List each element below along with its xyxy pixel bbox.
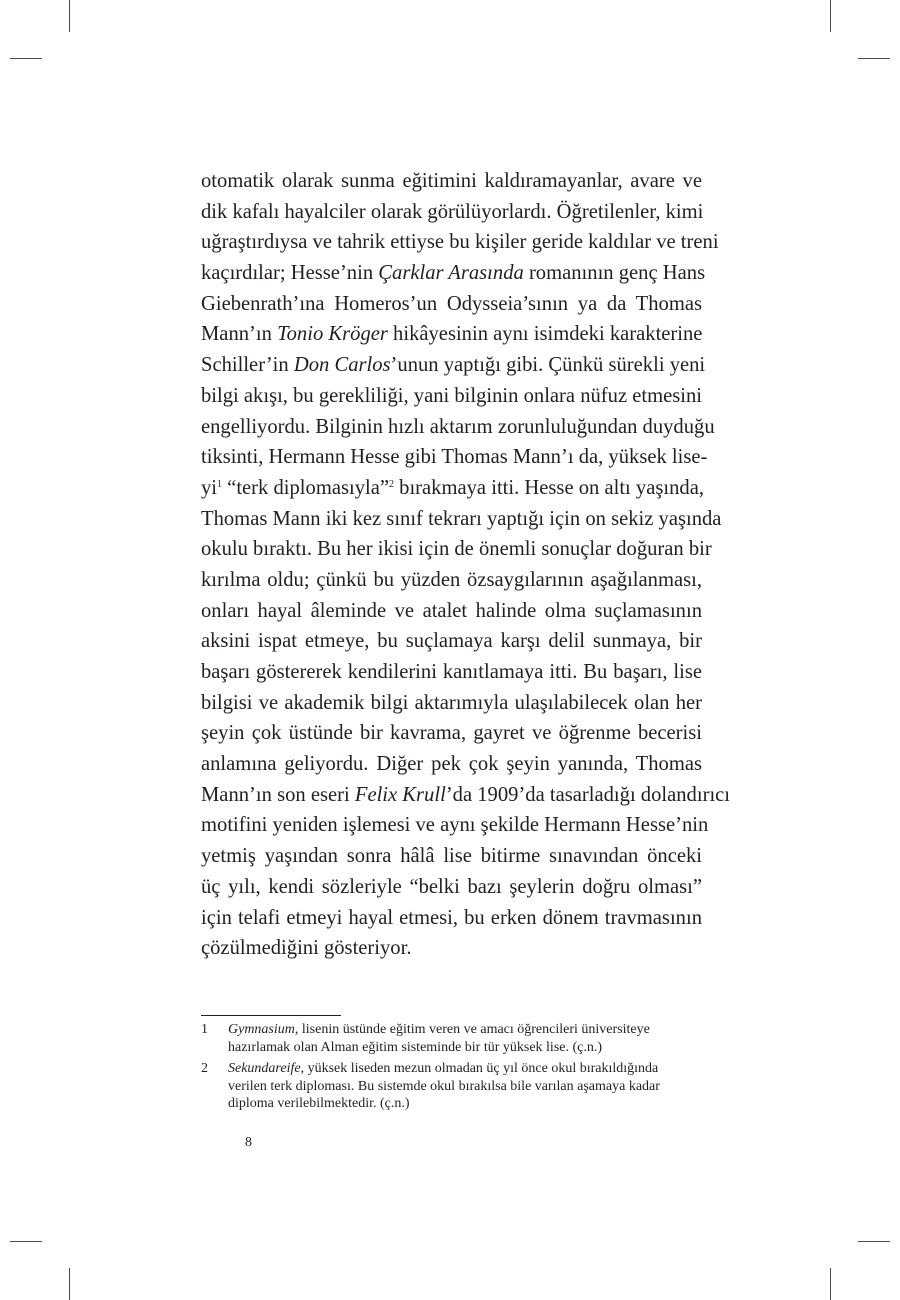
text-run: yetmiş yaşından sonra hâlâ lise bitirme sınavından önceki bbox=[201, 845, 702, 868]
text-run: dik kafalı hayalciler olarak görülüyorlardı. Öğretilenler, kimi bbox=[201, 200, 704, 223]
text-run: ’unun yaptığı gibi. Çünkü sürekli yeni bbox=[390, 354, 706, 377]
text-run: verilen terk diploması. Bu sistemde okul bırakılsa bile varılan aşamaya kadar bbox=[228, 1078, 660, 1094]
text-run: Mann’ın son eseri bbox=[201, 783, 355, 806]
footnote-2-number: 2 bbox=[201, 1061, 208, 1076]
text-run: Mann’ın bbox=[201, 323, 278, 346]
text-run: hikâyesinin aynı isimdeki karakterine bbox=[387, 323, 703, 346]
footnote-separator bbox=[201, 1015, 341, 1016]
body-line bbox=[201, 412, 715, 443]
text-run: , lisenin üstünde eğitim veren ve amacı öğrencileri üniversiteye bbox=[294, 1022, 650, 1037]
body-line bbox=[201, 626, 702, 657]
text-run: başarı göstererek kendilerini kanıtlamaya itti. Bu başarı, lise bbox=[201, 661, 702, 683]
body-line bbox=[201, 197, 702, 228]
text-run: , yüksek liseden mezun olmadan üç yıl önce okul bırakıldığında bbox=[300, 1061, 659, 1076]
text-run: kırılma oldu; çünkü bu yüzden özsaygılarının aşağılanması, bbox=[201, 568, 702, 591]
body-line bbox=[201, 596, 702, 627]
text-run: anlamına geliyordu. Diğer pek çok şeyin yanında, Thomas bbox=[201, 753, 702, 776]
footnote-line bbox=[228, 1021, 702, 1039]
text-run: hazırlamak olan Alman eğitim sisteminde bir tür yüksek lise. (ç.n.) bbox=[228, 1039, 603, 1055]
body-line bbox=[201, 504, 722, 535]
body-text bbox=[201, 166, 731, 964]
crop-mark-bottom-left bbox=[69, 1268, 70, 1300]
text-run: Giebenrath’ına Homeros’un Odysseia’sının ya da Thomas bbox=[201, 292, 702, 315]
text-run: onları hayal âleminde ve atalet halinde olma suçlamasının bbox=[201, 599, 702, 622]
body-line bbox=[201, 319, 702, 350]
italic-title: Çarklar Arasında bbox=[378, 262, 524, 285]
body-line bbox=[201, 442, 708, 473]
body-line bbox=[201, 841, 702, 872]
body-line bbox=[201, 350, 706, 381]
italic-title: Gymnasium bbox=[228, 1022, 295, 1037]
body-line bbox=[201, 810, 709, 841]
body-line bbox=[201, 657, 702, 688]
text-run: çözülmediğini gösteriyor. bbox=[201, 937, 412, 960]
crop-mark-right-bottom bbox=[858, 1241, 890, 1242]
body-line bbox=[201, 903, 702, 934]
italic-title: Sekundareife bbox=[228, 1061, 301, 1076]
text-run: bilgisi ve akademik bilgi aktarımıyla ulaşılabilecek olan her bbox=[201, 691, 702, 714]
footnote-1 bbox=[201, 1021, 702, 1056]
text-run: yi bbox=[201, 476, 218, 499]
body-line bbox=[201, 780, 731, 811]
text-run: kaçırdılar; Hesse’nin bbox=[201, 262, 379, 285]
text-run: aksini ispat etmeye, bu suçlamaya karşı delil sunmaya, bir bbox=[201, 630, 702, 653]
text-run: diploma verilebilmektedir. (ç.n.) bbox=[228, 1096, 410, 1111]
text-run: motifini yeniden işlemesi ve aynı şekilde Hermann Hesse’nin bbox=[201, 814, 709, 837]
page-number: 8 bbox=[245, 1135, 252, 1150]
body-line bbox=[201, 381, 702, 412]
text-run: bırakmaya itti. Hesse on altı yaşında, bbox=[394, 476, 704, 499]
body-line bbox=[201, 933, 702, 964]
text-run: bilgi akışı, bu gerekliliği, yani bilginin onlara nüfuz etmesini bbox=[201, 384, 703, 407]
body-line bbox=[201, 872, 702, 903]
text-run: engelliyordu. Bilginin hızlı aktarım zorunluluğundan duyduğu bbox=[201, 415, 715, 438]
body-line bbox=[201, 688, 702, 719]
italic-title: Felix Krull bbox=[354, 783, 446, 806]
body-line bbox=[201, 227, 719, 258]
footnote-ref: 1 bbox=[217, 478, 223, 490]
footnote-2 bbox=[201, 1060, 702, 1113]
footnote-line bbox=[228, 1039, 702, 1057]
footnote-line bbox=[228, 1060, 702, 1078]
footnote-1-number: 1 bbox=[201, 1022, 208, 1037]
footnote-line bbox=[228, 1095, 702, 1113]
crop-mark-left-bottom bbox=[10, 1241, 42, 1242]
footnote-1-text bbox=[228, 1021, 702, 1056]
footnote-ref: 2 bbox=[389, 478, 395, 490]
text-run: Schiller’in bbox=[201, 354, 294, 377]
text-run: ’da 1909’da tasarladığı dolandırıcı bbox=[445, 783, 731, 806]
footnote-2-text bbox=[228, 1060, 702, 1113]
text-run: otomatik olarak sunma eğitimini kaldıramayanlar, avare ve bbox=[201, 170, 702, 192]
body-line bbox=[201, 166, 702, 197]
text-run: okulu bıraktı. Bu her ikisi için de önemli sonuçlar doğuran bir bbox=[201, 538, 712, 561]
text-run: şeyin çok üstünde bir kavrama, gayret ve öğrenme becerisi bbox=[201, 722, 702, 745]
italic-title: Tonio Kröger bbox=[277, 323, 388, 346]
crop-mark-left-top bbox=[10, 58, 42, 59]
text-run: “terk diplomasıyla” bbox=[222, 476, 390, 499]
crop-mark-top-right bbox=[830, 0, 831, 32]
text-run: Thomas Mann iki kez sınıf tekrarı yaptığı için on sekiz yaşında bbox=[201, 507, 722, 530]
body-line bbox=[201, 749, 702, 780]
italic-title: Don Carlos bbox=[293, 354, 391, 377]
body-line bbox=[201, 565, 702, 596]
text-run: tiksinti, Hermann Hesse gibi Thomas Mann’ı da, yüksek lise- bbox=[201, 446, 708, 469]
body-line bbox=[201, 289, 702, 320]
text-run: için telafi etmeyi hayal etmesi, bu erken dönem travmasının bbox=[201, 906, 702, 929]
crop-mark-bottom-right bbox=[830, 1268, 831, 1300]
body-line bbox=[201, 473, 702, 504]
crop-mark-right-top bbox=[858, 58, 890, 59]
footnote-line bbox=[228, 1078, 702, 1096]
body-line bbox=[201, 718, 702, 749]
body-line bbox=[201, 534, 712, 565]
text-run: uğraştırdıysa ve tahrik ettiyse bu kişiler geride kaldılar ve treni bbox=[201, 231, 719, 254]
crop-mark-top-left bbox=[69, 0, 70, 32]
body-line bbox=[201, 258, 706, 289]
text-run: üç yılı, kendi sözleriyle “belki bazı şeylerin doğru olması” bbox=[201, 875, 702, 898]
text-run: romanının genç Hans bbox=[523, 262, 706, 285]
